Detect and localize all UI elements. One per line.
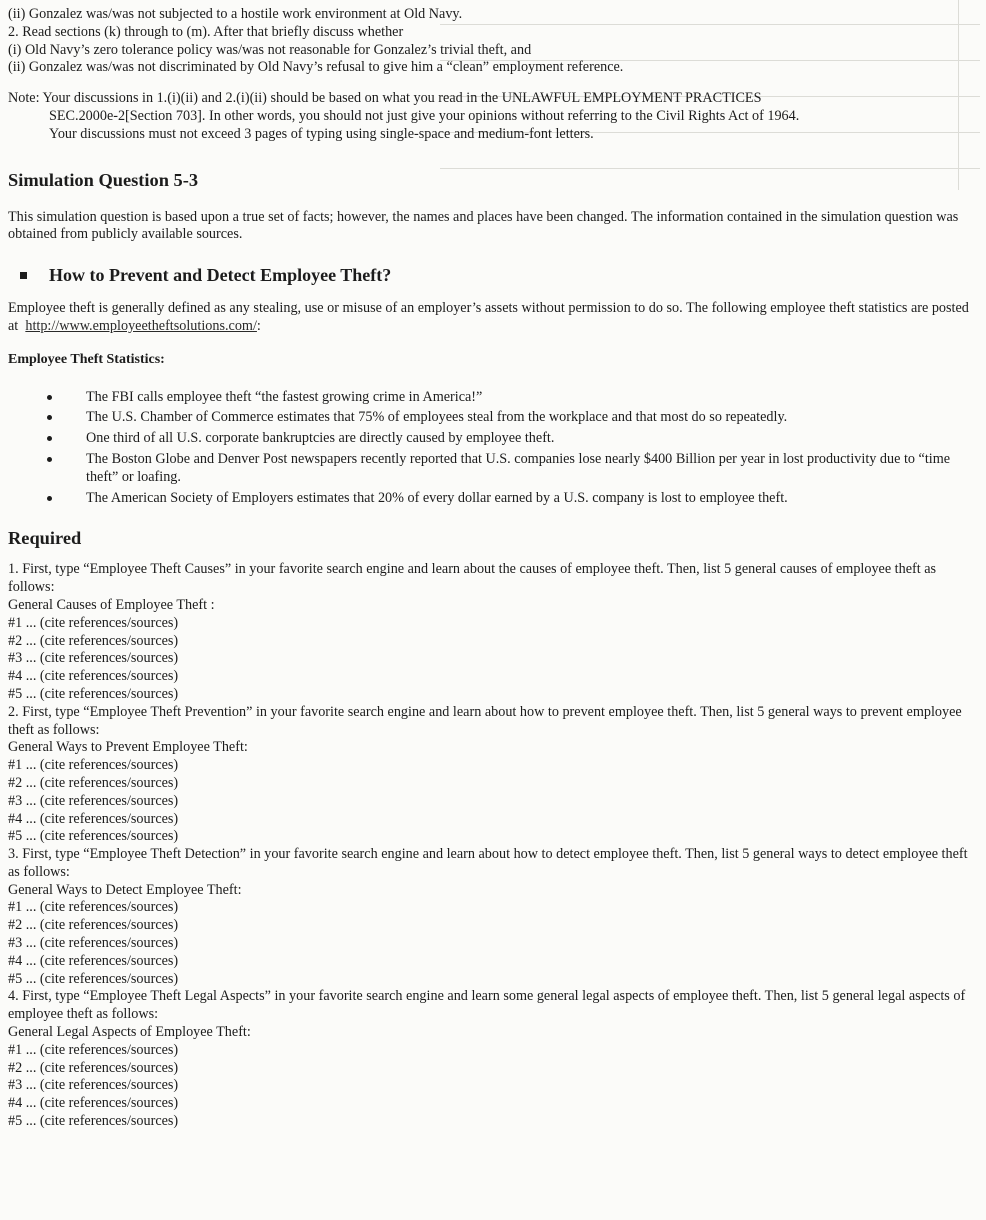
required-title: Required <box>8 528 82 549</box>
required-subhead: General Legal Aspects of Employee Theft: <box>8 1024 251 1041</box>
list-entry: #4 ... (cite references/sources) <box>8 810 179 827</box>
required-item-text: 2. First, type “Employee Theft Prevention” in your favorite search engine and learn about how to prevent employee theft. Then, list 5 general ways to prevent employee theft as follows: <box>8 703 962 738</box>
list-entry: #2 ... (cite references/sources) <box>8 774 179 791</box>
note-block <box>8 90 980 143</box>
text-line: 2. Read sections (k) through to (m). After that briefly discuss whether <box>8 23 404 40</box>
list-entry: #2 ... (cite references/sources) <box>8 917 179 934</box>
stat-text: The FBI calls employee theft “the fastest growing crime in America!” <box>86 388 483 405</box>
list-item <box>46 389 980 407</box>
list-item <box>46 490 980 508</box>
stat-text: The U.S. Chamber of Commerce estimates that 75% of employees steal from the workplace and that most do so repeatedly. <box>86 409 788 426</box>
required-subhead: General Ways to Prevent Employee Theft: <box>8 739 248 756</box>
list-entry: #5 ... (cite references/sources) <box>8 970 179 987</box>
stat-text: One third of all U.S. corporate bankruptcies are directly caused by employee theft. <box>86 430 555 447</box>
list-entry: #5 ... (cite references/sources) <box>8 828 179 845</box>
list-entry: #5 ... (cite references/sources) <box>8 1113 179 1130</box>
required-item-1 <box>8 561 980 703</box>
list-entry: #2 ... (cite references/sources) <box>8 632 179 649</box>
section-heading <box>10 264 980 286</box>
required-subhead: General Causes of Employee Theft : <box>8 596 215 613</box>
list-entry: #1 ... (cite references/sources) <box>8 1041 179 1058</box>
list-entry: #3 ... (cite references/sources) <box>8 935 179 952</box>
list-entry: #4 ... (cite references/sources) <box>8 668 179 685</box>
simulation-title: Simulation Question 5-3 <box>8 169 199 190</box>
list-entry: #5 ... (cite references/sources) <box>8 685 179 702</box>
intro-colon: : <box>256 317 261 334</box>
note-line: Note: Your discussions in 1.(i)(ii) and 2.(i)(ii) should be based on what you read in the UNLAWFUL EMPLOYMENT PRACTICES <box>8 90 762 107</box>
intro-text: Employee theft is generally defined as any stealing, use or misuse of an employer’s assets without permission to do so. The following employee theft statistics are posted at <box>8 300 969 334</box>
list-entry: #1 ... (cite references/sources) <box>8 899 179 916</box>
stat-text: The American Society of Employers estimates that 20% of every dollar earned by a U.S. company is lost to employee theft. <box>86 489 788 506</box>
stats-list <box>46 389 980 508</box>
bullet-icon <box>47 496 52 501</box>
text-line: (i) Old Navy’s zero tolerance policy was/was not reasonable for Gonzalez’s trivial theft, and <box>8 41 532 58</box>
list-item <box>46 451 980 487</box>
square-bullet-icon <box>20 272 27 279</box>
section-intro <box>8 300 980 336</box>
bullet-icon <box>47 395 52 400</box>
list-entry: #3 ... (cite references/sources) <box>8 650 179 667</box>
required-item-text: 1. First, type “Employee Theft Causes” in your favorite search engine and learn about the causes of employee theft. Then, list 5 general causes of employee theft as follows: <box>8 561 937 596</box>
text-line: (ii) Gonzalez was/was not subjected to a hostile work environment at Old Navy. <box>8 6 463 22</box>
note-line: SEC.2000e-2[Section 703]. In other words, you should not just give your opinions without referring to the Civil Rights Act of 1964. <box>49 107 800 124</box>
list-item <box>46 430 980 448</box>
list-entry: #4 ... (cite references/sources) <box>8 952 179 969</box>
document-page <box>8 6 980 1131</box>
source-link[interactable]: http://www.employeetheftsolutions.com/ <box>25 317 257 334</box>
required-item-2 <box>8 704 980 846</box>
stats-heading: Employee Theft Statistics: <box>8 351 165 367</box>
text-line: (ii) Gonzalez was/was not discriminated by Old Navy’s refusal to give him a “clean” employment reference. <box>8 59 624 76</box>
list-entry: #3 ... (cite references/sources) <box>8 792 179 809</box>
bullet-icon <box>47 436 52 441</box>
required-item-text: 4. First, type “Employee Theft Legal Aspects” in your favorite search engine and learn some general legal aspects of employee theft. Then, list 5 general legal aspects of employee theft as follows: <box>8 988 966 1023</box>
bullet-icon <box>47 457 52 462</box>
section-heading-text: How to Prevent and Detect Employee Theft? <box>49 265 392 286</box>
list-item <box>46 409 980 427</box>
list-entry: #4 ... (cite references/sources) <box>8 1095 179 1112</box>
required-item-3 <box>8 846 980 988</box>
bullet-icon <box>47 415 52 420</box>
list-entry: #1 ... (cite references/sources) <box>8 757 179 774</box>
required-subhead: General Ways to Detect Employee Theft: <box>8 881 242 898</box>
note-line: Your discussions must not exceed 3 pages of typing using single-space and medium-font letters. <box>49 125 594 142</box>
required-item-4 <box>8 988 980 1130</box>
list-entry: #1 ... (cite references/sources) <box>8 614 179 631</box>
stat-text: The Boston Globe and Denver Post newspapers recently reported that U.S. companies lose nearly $400 Billion per year in lost productivity due to “time theft” or loafing. <box>86 450 951 485</box>
list-entry: #3 ... (cite references/sources) <box>8 1077 179 1094</box>
list-entry: #2 ... (cite references/sources) <box>8 1059 179 1076</box>
simulation-intro: This simulation question is based upon a true set of facts; however, the names and places have been changed. The information contained in the simulation question was obtained from publicly available sources. <box>8 208 959 243</box>
required-item-text: 3. First, type “Employee Theft Detection” in your favorite search engine and learn about how to detect employee theft. Then, list 5 general ways to detect employee theft as follows: <box>8 846 968 880</box>
